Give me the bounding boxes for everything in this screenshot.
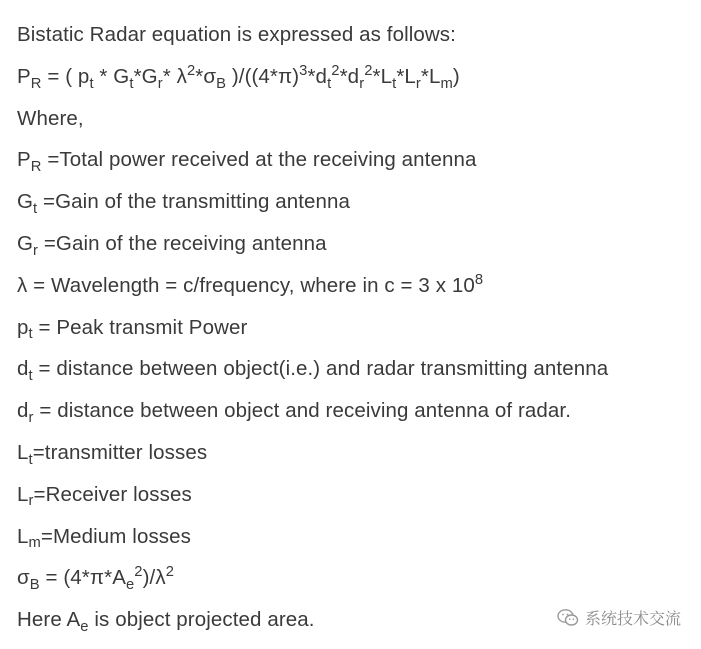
subscript: r [28, 493, 34, 510]
superscript: 2 [165, 564, 174, 581]
subscript: R [30, 159, 42, 176]
superscript: 8 [474, 271, 484, 288]
subscript: t [28, 451, 33, 468]
line-def-lr [17, 474, 687, 516]
superscript: 2 [134, 564, 143, 581]
text-run: d [17, 357, 29, 381]
text-run: = Peak transmit Power [32, 315, 248, 339]
subscript: t [327, 75, 332, 92]
subscript: r [359, 75, 365, 92]
line-def-dt [17, 348, 687, 390]
text-run: = distance between object and receiving antenna of radar. [33, 399, 571, 423]
subscript: t [28, 326, 33, 343]
line-def-pr [17, 139, 687, 181]
wechat-icon [557, 608, 579, 628]
text-run: σ [17, 566, 30, 590]
subscript: r [415, 75, 421, 92]
subscript: t [392, 75, 397, 92]
text-run: p [17, 315, 29, 339]
text-run: *L [396, 64, 416, 88]
subscript: r [157, 75, 163, 92]
line-where [17, 98, 687, 140]
line-def-dr [17, 390, 687, 432]
text-run: is object projected area. [88, 608, 315, 632]
line-intro [17, 14, 687, 56]
text-run: L [17, 482, 29, 506]
subscript: m [28, 535, 41, 552]
superscript: 2 [186, 62, 196, 79]
text-run: )/λ [142, 566, 166, 590]
subscript: m [440, 75, 453, 92]
subscript: t [129, 75, 134, 92]
subscript: B [29, 577, 40, 594]
text-run: = ( p [41, 64, 90, 88]
text-run: G [17, 231, 34, 255]
superscript: 2 [331, 62, 340, 79]
text-run: ) [452, 64, 460, 88]
superscript: 3 [299, 62, 308, 79]
watermark-text: 系统技术交流 [584, 609, 681, 628]
subscript: e [125, 577, 135, 594]
line-def-sigma [17, 557, 687, 599]
text-run: * G [93, 64, 130, 88]
subscript: e [80, 618, 89, 635]
line-def-gt [17, 181, 687, 223]
text-run: = distance between object(i.e.) and radar transmitting antenna [32, 357, 609, 381]
text-run: *L [372, 64, 393, 88]
text-run: =Receiver losses [33, 482, 192, 506]
text-run: L [17, 440, 29, 464]
text-run: P [17, 148, 31, 172]
text-run: *d [307, 64, 328, 88]
text-run: L [17, 524, 29, 548]
text-run: P [17, 64, 31, 88]
document-body [17, 14, 687, 641]
text-run: d [17, 399, 29, 423]
line-def-pt [17, 307, 687, 349]
text-run: Bistatic Radar equation is expressed as follows: [17, 23, 456, 46]
subscript: t [28, 368, 33, 385]
text-run: =transmitter losses [32, 440, 208, 464]
subscript: t [89, 75, 94, 92]
subscript: t [33, 200, 38, 217]
text-run: =Total power received at the receiving antenna [41, 148, 477, 172]
text-run: *σ [195, 64, 217, 88]
text-run: =Medium losses [40, 524, 191, 548]
text-run: =Gain of the receiving antenna [38, 231, 327, 255]
watermark [557, 606, 681, 629]
text-run: Here A [17, 608, 81, 632]
line-def-lt [17, 432, 687, 474]
text-run: )/((4*π) [226, 64, 300, 88]
text-run: *d [339, 64, 360, 88]
text-run: * λ [162, 64, 187, 88]
text-run: *L [420, 64, 441, 88]
text-run: = (4*π*A [39, 566, 126, 590]
line-equation [17, 56, 687, 98]
text-run: *G [133, 64, 158, 88]
text-run: =Gain of the transmitting antenna [37, 190, 351, 214]
superscript: 2 [364, 62, 373, 79]
line-def-lambda [17, 265, 687, 307]
text-run: G [17, 190, 34, 214]
line-def-lm [17, 516, 687, 558]
subscript: R [30, 75, 42, 92]
line-def-gr [17, 223, 687, 265]
subscript: r [33, 242, 39, 259]
text-run: Where, [17, 106, 84, 130]
text-run: λ = Wavelength = c/frequency, where in c = 3 x 10 [17, 273, 475, 297]
subscript: r [28, 409, 34, 426]
subscript: B [216, 75, 227, 92]
